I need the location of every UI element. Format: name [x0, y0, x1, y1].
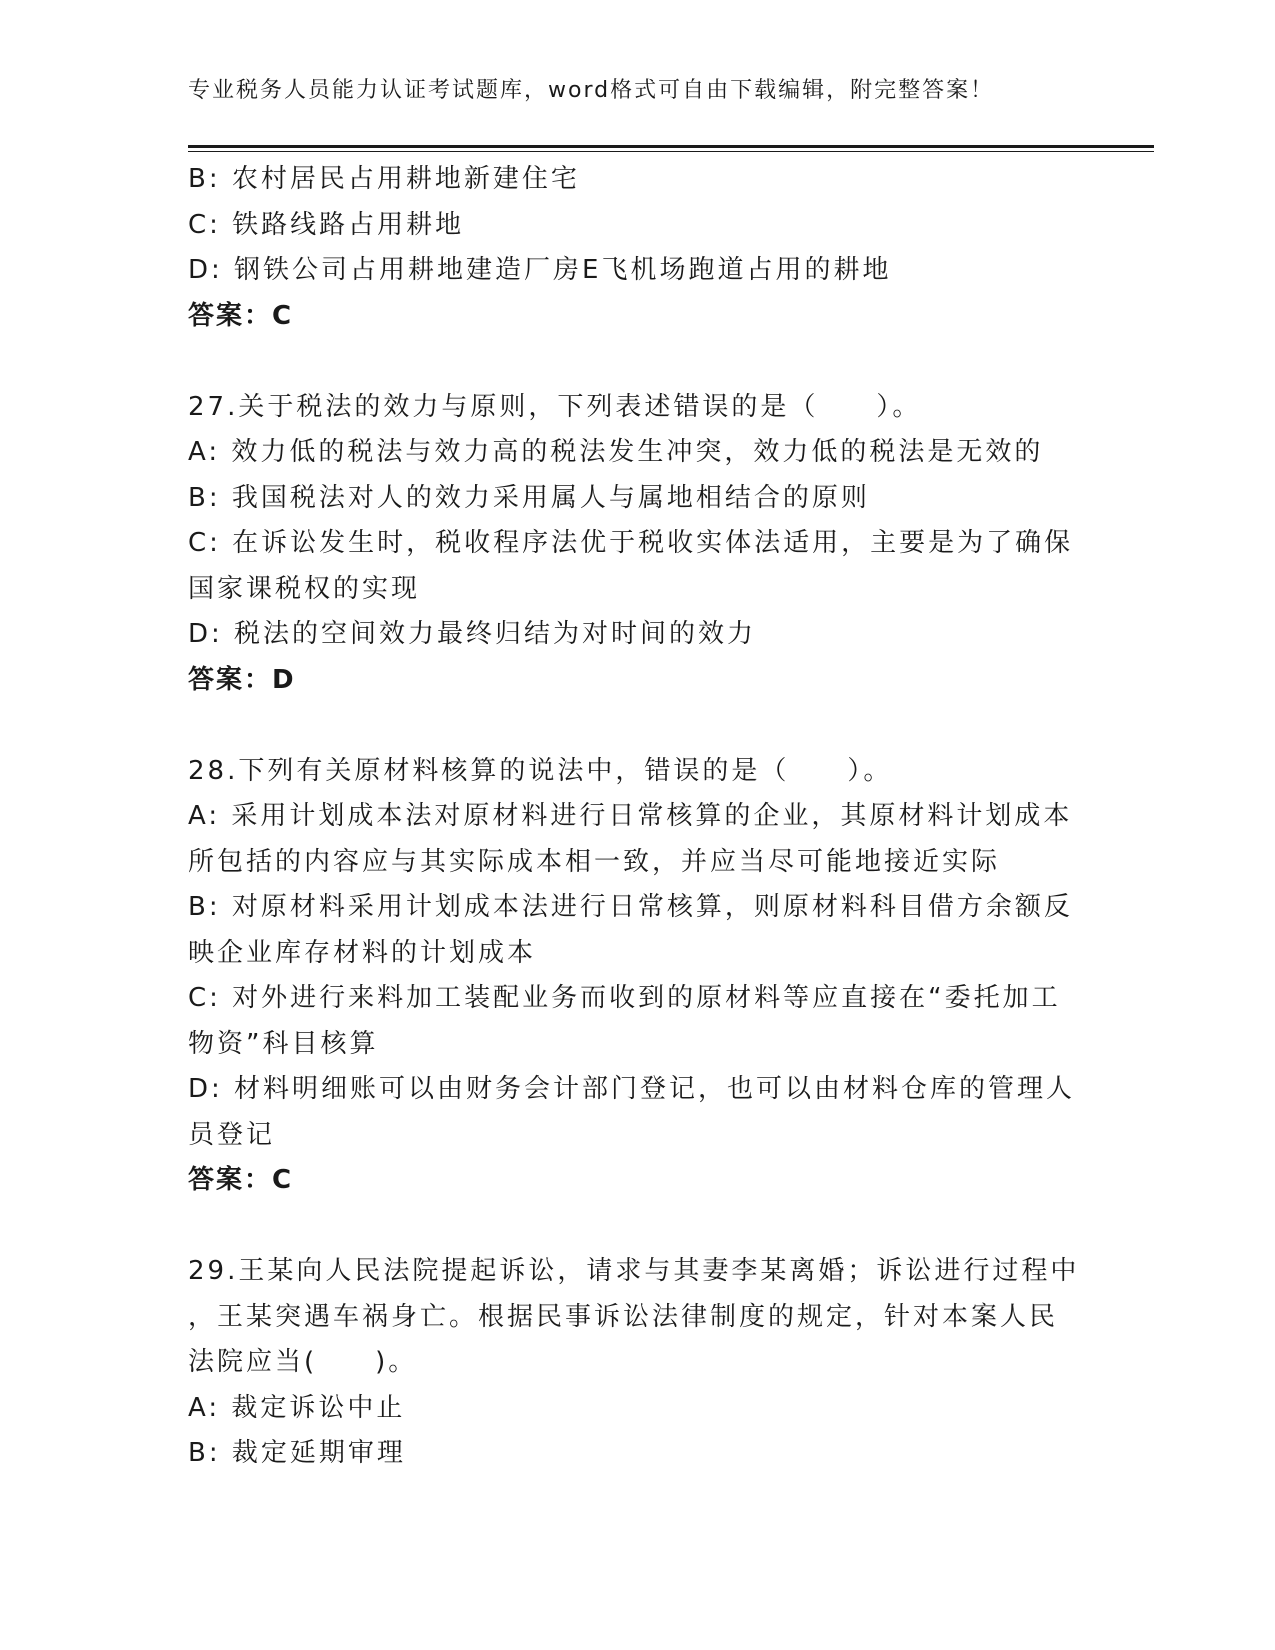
option-c: C: 在诉讼发生时，税收程序法优于税收实体法适用，主要是为了确保: [188, 528, 1074, 558]
question-stem: 27.关于税法的效力与原则，下列表述错误的是（ ）。: [188, 391, 922, 422]
option-b: B: 我国税法对人的效力采用属人与属地相结合的原则: [188, 482, 870, 513]
spacer: [188, 703, 1088, 749]
spacer: [188, 339, 1088, 385]
answer-line: 答案：C: [188, 1165, 294, 1195]
option-c: C: 铁路线路占用耕地: [188, 209, 465, 240]
document-body: [188, 157, 1088, 1477]
header-divider-thin: [188, 151, 1154, 152]
option-b: B: 裁定延期审理: [188, 1438, 406, 1468]
question-stem-continued: 法院应当( )。: [188, 1347, 418, 1377]
option-c-continued: 国家课税权的实现: [188, 573, 421, 604]
option-b: B: 农村居民占用耕地新建住宅: [188, 164, 580, 194]
option-b: B: 对原材料采用计划成本法进行日常核算，则原材料科目借方余额反: [188, 892, 1073, 922]
option-b-continued: 映企业库存材料的计划成本: [188, 937, 537, 968]
page-header: 专业税务人员能力认证考试题库，word格式可自由下载编辑，附完整答案！: [188, 78, 995, 103]
answer-line: 答案：D: [188, 664, 296, 695]
option-d: D: 材料明细账可以由财务会计部门登记，也可以由材料仓库的管理人: [188, 1074, 1076, 1104]
option-a: A: 裁定诉讼中止: [188, 1392, 406, 1423]
option-d: D: 钢铁公司占用耕地建造厂房E飞机场跑道占用的耕地: [188, 255, 892, 285]
question-28: [188, 749, 1088, 1204]
question-stem-continued: ，王某突遇车祸身亡。根据民事诉讼法律制度的规定，针对本案人民: [188, 1301, 1059, 1332]
option-a-continued: 所包括的内容应与其实际成本相一致，并应当尽可能地接近实际: [188, 846, 1001, 877]
option-d-continued: 员登记: [188, 1119, 276, 1150]
question-stem: 29.王某向人民法院提起诉讼，请求与其妻李某离婚；诉讼进行过程中: [188, 1256, 1080, 1286]
option-a: A: 采用计划成本法对原材料进行日常核算的企业，其原材料计划成本: [188, 801, 1073, 831]
question-26-continuation: [188, 157, 1088, 339]
option-c-continued: 物资”科目核算: [188, 1028, 379, 1059]
answer-line: 答案：C: [188, 300, 294, 331]
question-stem: 28.下列有关原材料核算的说法中，错误的是（ ）。: [188, 755, 893, 786]
question-27: [188, 385, 1088, 704]
spacer: [188, 1204, 1088, 1250]
header-divider-thick: [188, 145, 1154, 148]
option-a: A: 效力低的税法与效力高的税法发生冲突，效力低的税法是无效的: [188, 437, 1044, 467]
question-29: [188, 1249, 1088, 1477]
option-d: D: 税法的空间效力最终归结为对时间的效力: [188, 619, 757, 649]
option-c: C: 对外进行来料加工装配业务而收到的原材料等应直接在“委托加工: [188, 983, 1061, 1013]
